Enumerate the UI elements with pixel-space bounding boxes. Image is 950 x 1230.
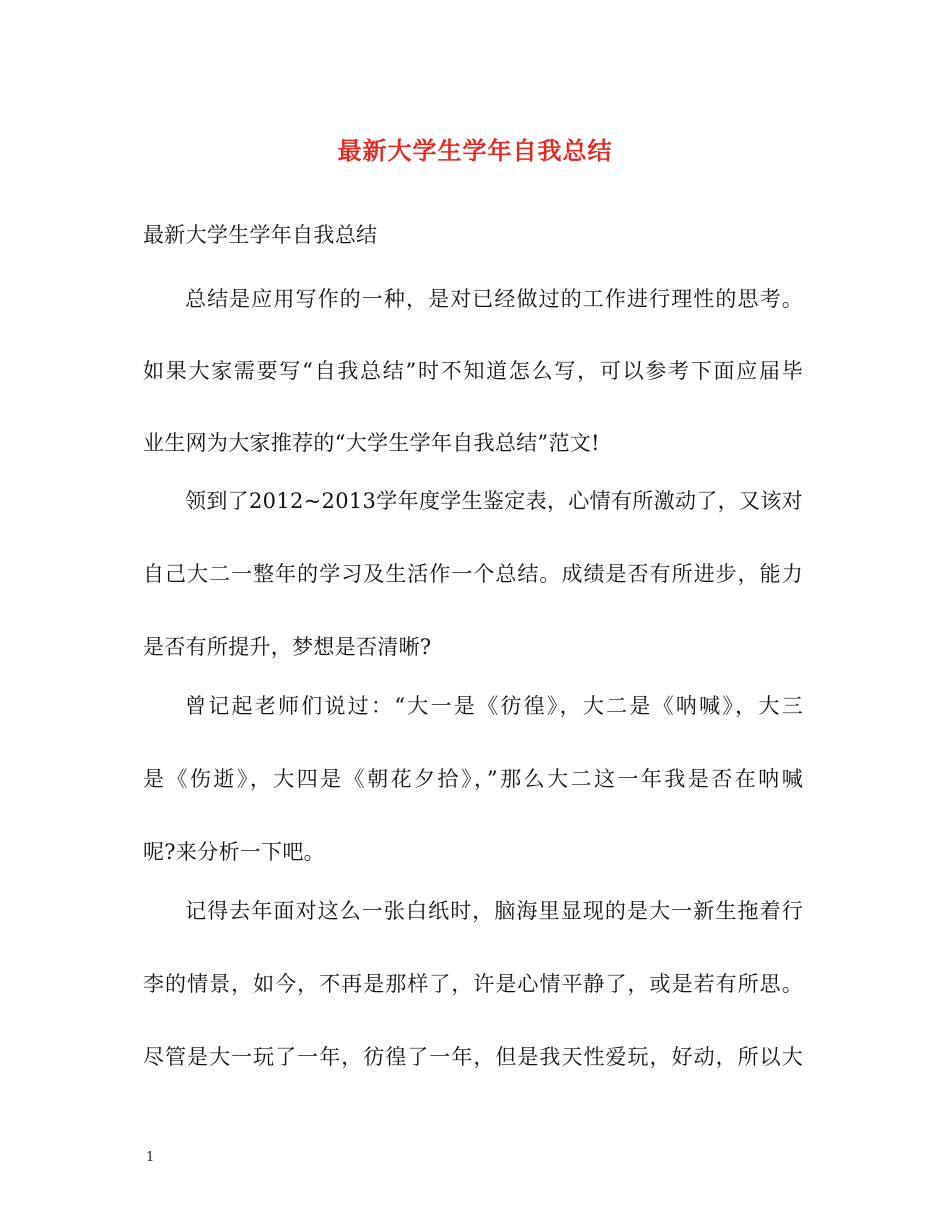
document-subtitle: 最新大学生学年自我总结 bbox=[143, 223, 378, 247]
paragraph-line: 尽管是大一玩了一年，彷徨了一年，但是我天性爱玩，好动，所以大 bbox=[143, 1045, 803, 1069]
paragraph-line: 总结是应用写作的一种，是对已经做过的工作进行理性的思考。 bbox=[185, 287, 803, 311]
paragraph-line: 记得去年面对这么一张白纸时，脑海里显现的是大一新生拖着行 bbox=[185, 899, 803, 923]
paragraph-line: 业生网为大家推荐的“大学生学年自我总结”范文! bbox=[143, 431, 600, 455]
paragraph-line: 自己大二一整年的学习及生活作一个总结。成绩是否有所进步，能力 bbox=[143, 562, 803, 586]
paragraph-line: 呢?来分析一下吧。 bbox=[143, 840, 325, 864]
page-number: 1 bbox=[146, 1150, 155, 1165]
document-title: 最新大学生学年自我总结 bbox=[337, 136, 613, 165]
paragraph-line: 曾记起老师们说过：“大一是《彷徨》，大二是《呐喊》，大三 bbox=[185, 694, 803, 718]
paragraph-line: 是《伤逝》，大四是《朝花夕拾》，”那么大二这一年我是否在呐喊 bbox=[143, 767, 803, 791]
paragraph-line: 是否有所提升，梦想是否清晰? bbox=[143, 635, 432, 659]
paragraph-line: 如果大家需要写“自我总结”时不知道怎么写，可以参考下面应届毕 bbox=[143, 359, 803, 383]
paragraph-line: 李的情景，如今，不再是那样了，许是心情平静了，或是若有所思。 bbox=[143, 972, 803, 996]
paragraph-line: 领到了2012~2013学年度学生鉴定表，心情有所激动了，又该对 bbox=[185, 489, 803, 513]
